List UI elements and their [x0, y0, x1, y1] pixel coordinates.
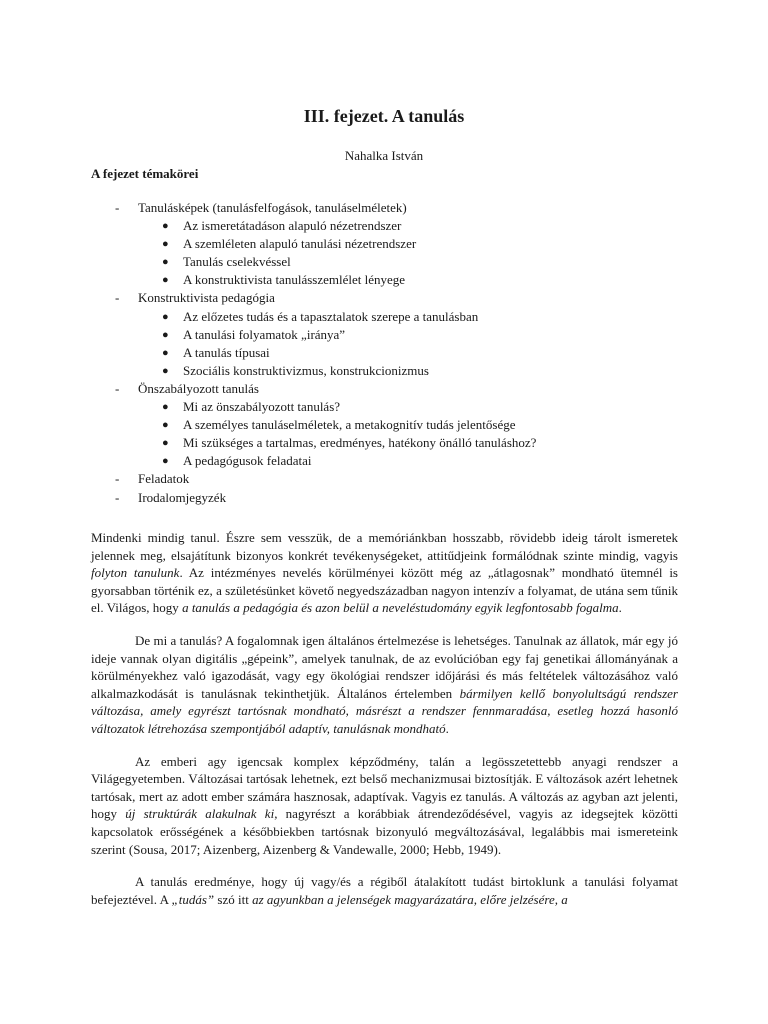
subtopic-label: Mi szükséges a tartalmas, eredményes, hatékony önálló tanuláshoz?: [183, 435, 537, 451]
emphasis-text: új struktúrák alakulnak ki: [125, 806, 275, 822]
bullet-icon: ●: [162, 437, 169, 450]
subtopic-label: Az előzetes tudás és a tapasztalatok szerepe a tanulásban: [183, 308, 479, 324]
subtopic-item: [0, 398, 768, 416]
bullet-icon: ●: [162, 328, 169, 341]
subtopic-label: A tanulási folyamatok „iránya”: [183, 326, 346, 342]
subtopic-item: [0, 344, 768, 362]
body-text: [91, 529, 678, 908]
subtopic-item: [0, 452, 768, 470]
topic-item: [0, 380, 768, 398]
dash-marker: -: [115, 471, 120, 487]
subtopic-item: [0, 416, 768, 434]
emphasis-text: „tudás”: [171, 891, 215, 907]
text-run: .: [618, 600, 622, 616]
subtopic-label: Szociális konstruktivizmus, konstrukcionizmus: [183, 362, 429, 378]
text-run: Mindenki mindig tanul. Észre sem vesszük, de a memóriánkban hosszabb, rövidebb ideig tárolt ismeretek jelennek meg, elsajátítunk bizonyos konkrét tevékenységeket, attitűdjeink formálódnak szinte mindig, vagyis: [91, 530, 678, 563]
paragraph-2: [91, 632, 678, 738]
subtopic-item: [0, 362, 768, 380]
subtopic-item: [0, 235, 768, 253]
subtopic-item: [0, 271, 768, 289]
subtopic-item: [0, 217, 768, 235]
text-run: szó itt: [214, 891, 253, 907]
subtopic-label: A személyes tanuláselméletek, a metakognitív tudás jelentősége: [183, 417, 516, 433]
emphasis-text: az agyunkban a jelenségek magyarázatára, előre jelzésére, a: [252, 891, 568, 907]
topic-label: Konstruktivista pedagógia: [138, 290, 275, 306]
subtopic-label: A konstruktivista tanulásszemlélet lényege: [183, 272, 406, 288]
bullet-icon: ●: [162, 310, 169, 323]
subtopic-item: [0, 326, 768, 344]
dash-marker: -: [115, 200, 120, 215]
topic-item: [0, 489, 768, 507]
bullet-icon: ●: [162, 346, 169, 359]
dash-marker: -: [115, 380, 120, 396]
emphasis-text: a tanulás a pedagógia és azon belül a neveléstudomány egyik legfontosabb fogalma: [182, 600, 619, 616]
text-run: De mi a tanulás? A fogalomnak igen általános értelmezése is lehetséges. Tanulnak az állatok, már egy jó ideje vannak olyan digitális „gépeink”, amelyek tanulnak, de az evolúcióban egy faj genetikai állományának a körülményekhez való igazodását, vagy egy ökológiai rendszer időjárási és más feltételek változásához való alkalmazkodását is tanulásnak tekinthetjük. Általános értelemben: [91, 632, 678, 701]
subtopic-label: A szemléleten alapuló tanulási nézetrendszer: [183, 236, 417, 252]
paragraph-3: [91, 753, 678, 859]
bullet-icon: ●: [162, 419, 169, 432]
bullet-icon: ●: [162, 238, 169, 251]
topic-label: Feladatok: [138, 471, 190, 487]
subtopic-item: [0, 308, 768, 326]
topic-label: Tanulásképek (tanulásfelfogások, tanuláselméletek): [138, 200, 407, 215]
topic-list: [0, 199, 768, 507]
subtopic-label: Az ismeretátadáson alapuló nézetrendszer: [183, 218, 402, 234]
paragraph-1: [91, 529, 678, 617]
chapter-title: III. fejezet. A tanulás: [303, 106, 465, 126]
text-run: , nagyrészt a korábbiak átrendeződésével, vagyis az idegsejtek közötti kapcsolatok erősségének a későbbiekben tartósnak bizonyuló megváltozásával, legalábbis mai ismereteink szerint (Sousa, 2017; Aizenberg, Aizenberg & Vandewalle, 2000; Hebb, 1949).: [91, 806, 678, 857]
bullet-icon: ●: [162, 256, 169, 269]
subtopic-label: Mi az önszabályozott tanulás?: [183, 399, 341, 415]
bullet-icon: ●: [162, 364, 169, 377]
topic-label: Irodalomjegyzék: [138, 489, 227, 505]
subtopic-item: [0, 434, 768, 452]
author-name: Nahalka István: [344, 148, 424, 163]
subtopic-label: A tanulás típusai: [183, 344, 270, 360]
subtopic-item: [0, 253, 768, 271]
emphasis-text: bármilyen kellő bonyolultságú rendszer változása, amely egyrészt tartósnak mondható, másrészt a rendszer fennmaradása, esetleg hozzá hasonló változatok létrehozása szempontjából adaptív, tanulásnak mondható: [91, 685, 678, 736]
text-run: .: [445, 720, 449, 736]
text-run: . Az intézményes nevelés körülményei között még az „átlagosnak” mondható ütemnél is gyorsabban történik ez, a születésünket követő negyedszázadban nagyon intenzív a folyamat, de utána sem tűnik el. Világos, hogy: [91, 565, 678, 616]
toc-heading: A fejezet témakörei: [91, 166, 199, 181]
emphasis-text: folyton tanulunk: [91, 565, 180, 581]
bullet-icon: ●: [162, 455, 169, 468]
bullet-icon: ●: [162, 274, 169, 287]
dash-marker: -: [115, 290, 120, 306]
topic-label: Önszabályozott tanulás: [138, 380, 259, 396]
paragraph-4: [91, 873, 678, 908]
subtopic-label: Tanulás cselekvéssel: [183, 254, 291, 270]
text-run: Az emberi agy igencsak komplex képződmény, talán a legösszetettebb anyagi rendszer a Világegyetemben. Változásai tartósak lehetnek, ezt belső mechanizmusai biztosítják. E változások azért lehetnek tartósak, mert az adott ember számára hasznosak, adaptívak. Vagyis ez tanulás. A változás az agyban azt jelenti, hogy: [91, 753, 678, 822]
topic-item: [0, 289, 768, 307]
dash-marker: -: [115, 489, 120, 505]
text-run: A tanulás eredménye, hogy új vagy/és a régiből átalakított tudást birtoklunk a tanulási folyamat befejeztével. A: [91, 874, 678, 907]
bullet-icon: ●: [162, 401, 169, 414]
topic-item: [0, 199, 768, 217]
bullet-icon: ●: [162, 220, 169, 233]
subtopic-label: A pedagógusok feladatai: [183, 453, 312, 469]
topic-item: [0, 470, 768, 488]
